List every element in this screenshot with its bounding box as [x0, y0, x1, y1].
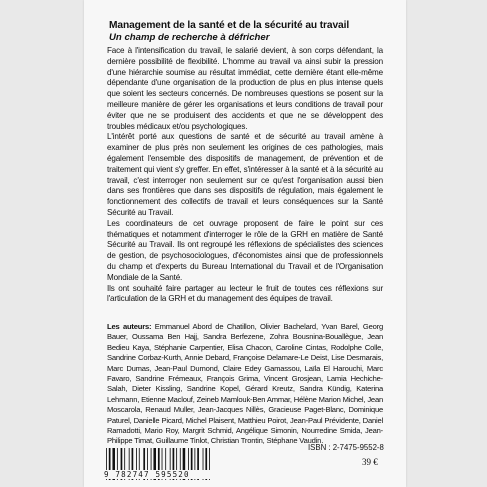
barcode-digits: 9 782747 595520 [104, 470, 216, 479]
authors-list: Emmanuel Abord de Chatillon, Olivier Bachelard, Yvan Barel, Georg Bauer, Oussama Ben Hajj, Sandra Berfezene, Zohra Bousnina-Bouallègue, Jean Bedieu Kaya, Stéphanie Carpentier, Elisa Chacon, Caroline Cintas, Rodolphe Colle, Sandrine Corbaz-Kurth, Annie Debard, Françoise Delamare-Le Deist, Lise Desmarais, Marc Dumas, Jean-Paul Dumond, Claire Edey Gamassou, Laïla El Harouchi, Marc Favaro, Sandrine Frémeaux, François Grima, Vincent Grosjean, Lamia Hechiche-Salah, Dieter Kissling, Sandrine Kopel, Gérard Kreutz, Sandra Kündig, Katerina Lehmann, Etienne Maclouf, Zeineb Mamlouk-Ben Ammar, Hélène Marion Michel, Jean Moscarola, Renaud Muller, Jean-Jacques Nillès, Gracieuse Paget-Blanc, Dominique Paturel, Danielle Picard, Michel Plaisent, Matthieu Poirot, Jean-Paul Prévidente, Daniel Ramadotti, Mario Roy, Margrit Schmid, Angélique Simonin, Nourredine Smida, Jean-Philippe Timat, Guillaume Tinlot, Christian Trontin, Stéphane Vaudin. [107, 322, 383, 446]
authors-block [107, 322, 383, 447]
authors-label: Les auteurs: [107, 322, 152, 331]
blurb-body [107, 46, 383, 305]
blurb-paragraph: Ils ont souhaité faire partager au lecteur le fruit de toutes ces réflexions sur l'articulation de la GRH et du management des équipes de travail. [107, 283, 383, 304]
blurb-paragraph: L'intérêt porté aux questions de santé et de sécurité au travail amène à examiner de plus près non seulement les origines de ces pathologies, mais également l'ensemble des dispositifs de management, de prévention et de traitement qui vient s'y greffer. En effet, s'intéresser à la santé et à la sécurité au travail, c'est interroger non seulement sur ce qu'est l'organisation aussi bien dans ses frontières que dans ses dispositifs de régulation, mais également le fonctionnement des collectifs de travail et leurs conséquences sur la Santé Sécurité au Travail. [107, 132, 383, 217]
book-subtitle: Un champ de recherche à défricher [109, 32, 270, 43]
price-label: 39 € [362, 457, 378, 467]
book-title: Management de la santé et de la sécurité au travail [109, 20, 350, 31]
blurb-paragraph: Face à l'intensification du travail, le salarié devient, à son corps défendant, la dernière possibilité de flexibilité. L'homme au travail va ainsi subir la pression d'une hiérarchie soumise au résultat immédiat, cette dernière étant elle-même dépendante d'une organisation de la production de plus en plus intense quels que soient les secteurs concernés. De nombreuses questions se posent sur la meilleure manière de gérer les organisations et leurs conditions de travail pour éviter que ne se produisent des accidents et que ne se développent des troubles médicaux et/ou psychologiques. [107, 46, 383, 131]
isbn-label: ISBN : 2-7475-9552-8 [308, 443, 384, 452]
blurb-paragraph: Les coordinateurs de cet ouvrage proposent de faire le point sur ces thématiques et notamment d'interroger le rôle de la GRH en matière de Santé Sécurité au Travail. Ils ont regroupé les réflexions de spécialistes des sciences de gestion, de psychosociologues, d'économistes ainsi que de professionnels du champ et d'experts du Bureau International du Travail et de l'Organisation Mondiale de la Santé. [107, 218, 383, 282]
